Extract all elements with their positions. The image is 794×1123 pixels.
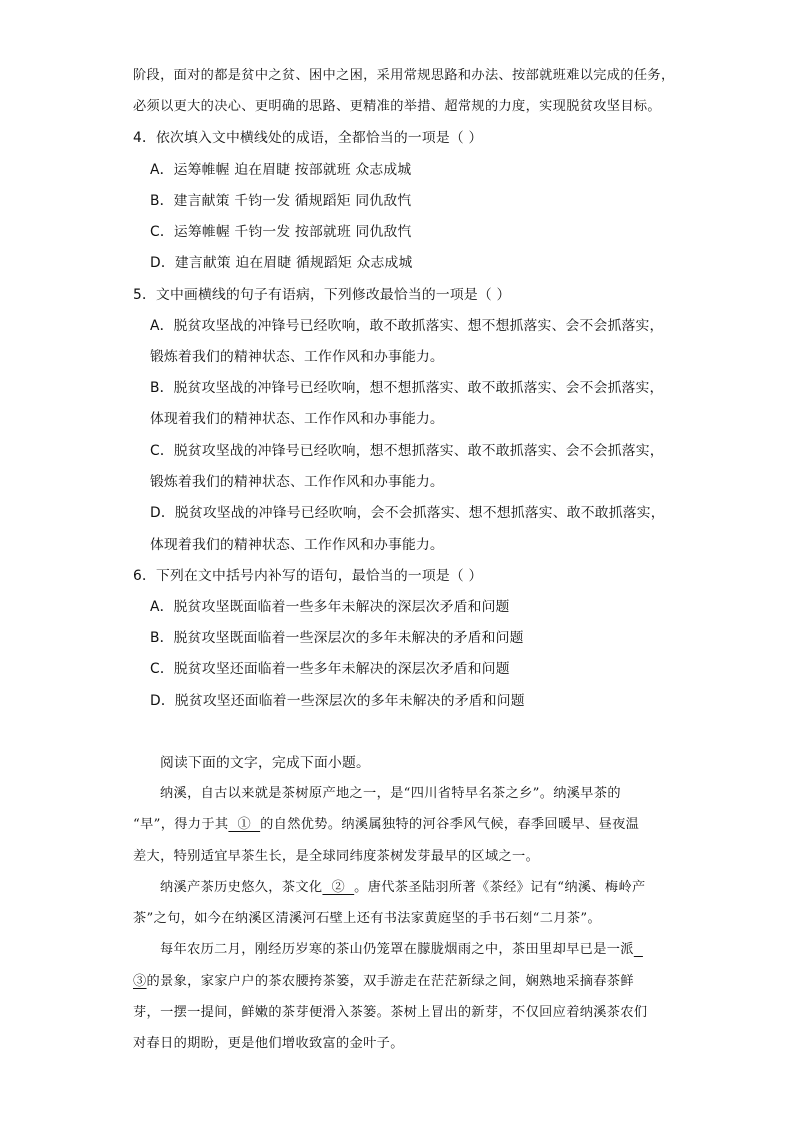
blank-2: ②	[322, 880, 355, 895]
q5-option-a-line-1: A．脱贫攻坚战的冲锋号已经吹响，敢不敢抓落实、想不想抓落实、会不会抓落实，	[150, 318, 664, 334]
q4-option-d: D．建言献策 迫在眉睫 循规蹈矩 众志成城	[150, 255, 413, 271]
q4-option-b: B．建言献策 千钧一发 循规蹈矩 同仇敌忾	[150, 193, 412, 209]
q5-option-a-line-2: 锻炼着我们的精神状态、工作作风和办事能力。	[150, 349, 444, 365]
reading-p2-line-2: 茶”之句，如今在纳溪区清溪河石壁上还有书法家黄庭坚的手书石刻“二月茶”。	[133, 911, 602, 926]
reading-p1-line-2	[133, 815, 639, 835]
reading-p1-line-1: 纳溪，自古以来就是茶树原产地之一，是“四川省特早名茶之乡”。纳溪早茶的	[160, 786, 621, 801]
q6-option-b: B．脱贫攻坚既面临着一些深层次的多年未解决的矛盾和问题	[150, 630, 524, 646]
q5-option-d-line-2: 体现着我们的精神状态、工作作风和办事能力。	[150, 537, 444, 553]
reading-p1-text-after-blank: 的自然优势。纳溪属独特的河谷季风气候，春季回暖早、昼夜温	[260, 817, 640, 832]
q5-option-d-line-1: D．脱贫攻坚战的冲锋号已经吹响，会不会抓落实、想不想抓落实、敢不敢抓落实，	[150, 505, 665, 521]
reading-p3-line-4: 对春日的期盼，更是他们增收致富的金叶子。	[133, 1036, 404, 1051]
reading-p1-text-before-blank: “早”，得力于其	[133, 817, 229, 832]
blank-3: ③	[133, 974, 147, 989]
q4-option-a: A．运筹帷幄 迫在眉睫 按部就班 众志成城	[150, 162, 412, 178]
q5-option-b-line-1: B．脱贫攻坚战的冲锋号已经吹响，想不想抓落实、敢不敢抓落实、会不会抓落实，	[150, 380, 664, 396]
reading-p3-text: 每年农历二月，刚经历岁寒的茶山仍笼罩在朦胧烟雨之中，茶田里却早已是一派	[160, 942, 634, 957]
q5-option-c-line-1: C．脱贫攻坚战的冲锋号已经吹响，想不想抓落实、敢不敢抓落实、会不会抓落实，	[150, 443, 664, 459]
q6-option-a: A．脱贫攻坚既面临着一些多年未解决的深层次矛盾和问题	[150, 599, 510, 615]
q6-option-c: C．脱贫攻坚还面临着一些多年未解决的深层次矛盾和问题	[150, 661, 510, 677]
reading-p3-line-1	[160, 940, 643, 960]
blank-1: ①	[228, 817, 261, 832]
reading-p2-text-after-blank: 。唐代茶圣陆羽所著《茶经》记有“纳溪、梅岭产	[354, 880, 646, 895]
reading-p3-text-after-blank: 的景象，家家户户的茶农腰挎茶篓，双手游走在茫茫新绿之间，娴熟地采摘春茶鲜	[146, 974, 634, 989]
q4-option-c: C．运筹帷幄 千钧一发 按部就班 同仇敌忾	[150, 224, 412, 240]
reading-p2-line-1	[160, 878, 646, 898]
reading-instruction: 阅读下面的文字，完成下面小题。	[160, 755, 370, 771]
q5-option-b-line-2: 体现着我们的精神状态、工作作风和办事能力。	[150, 411, 444, 427]
reading-p3-line-3: 芽，一摆一提间，鲜嫩的茶芽便滑入茶篓。茶树上冒出的新芽，不仅回应着纳溪茶农们	[133, 1005, 648, 1020]
q4-stem: 4．依次填入文中横线处的成语，全都恰当的一项是（ ）	[133, 130, 483, 146]
q6-stem: 6．下列在文中括号内补写的语句，最恰当的一项是（ ）	[133, 568, 483, 584]
q5-option-c-line-2: 锻炼着我们的精神状态、工作作风和办事能力。	[150, 474, 444, 490]
intro-line-2: 必须以更大的决心、更明确的思路、更精准的举措、超常规的力度，实现脱贫攻坚目标。	[133, 99, 661, 114]
q6-option-d: D．脱贫攻坚还面临着一些深层次的多年未解决的矛盾和问题	[150, 693, 525, 709]
intro-line-1: 阶段，面对的都是贫中之贫、困中之困，采用常规思路和办法、按部就班难以完成的任务，	[133, 68, 675, 83]
reading-p3-line-2	[133, 972, 634, 992]
q5-stem: 5．文中画横线的句子有语病，下列修改最恰当的一项是（ ）	[133, 287, 511, 303]
reading-p1-line-3: 差大，特别适宜早茶生长，是全球同纬度茶树发芽最早的区域之一。	[133, 849, 540, 864]
reading-p2-text-before-blank: 纳溪产茶历史悠久，茶文化	[160, 880, 323, 895]
blank-3-lead	[634, 942, 643, 957]
